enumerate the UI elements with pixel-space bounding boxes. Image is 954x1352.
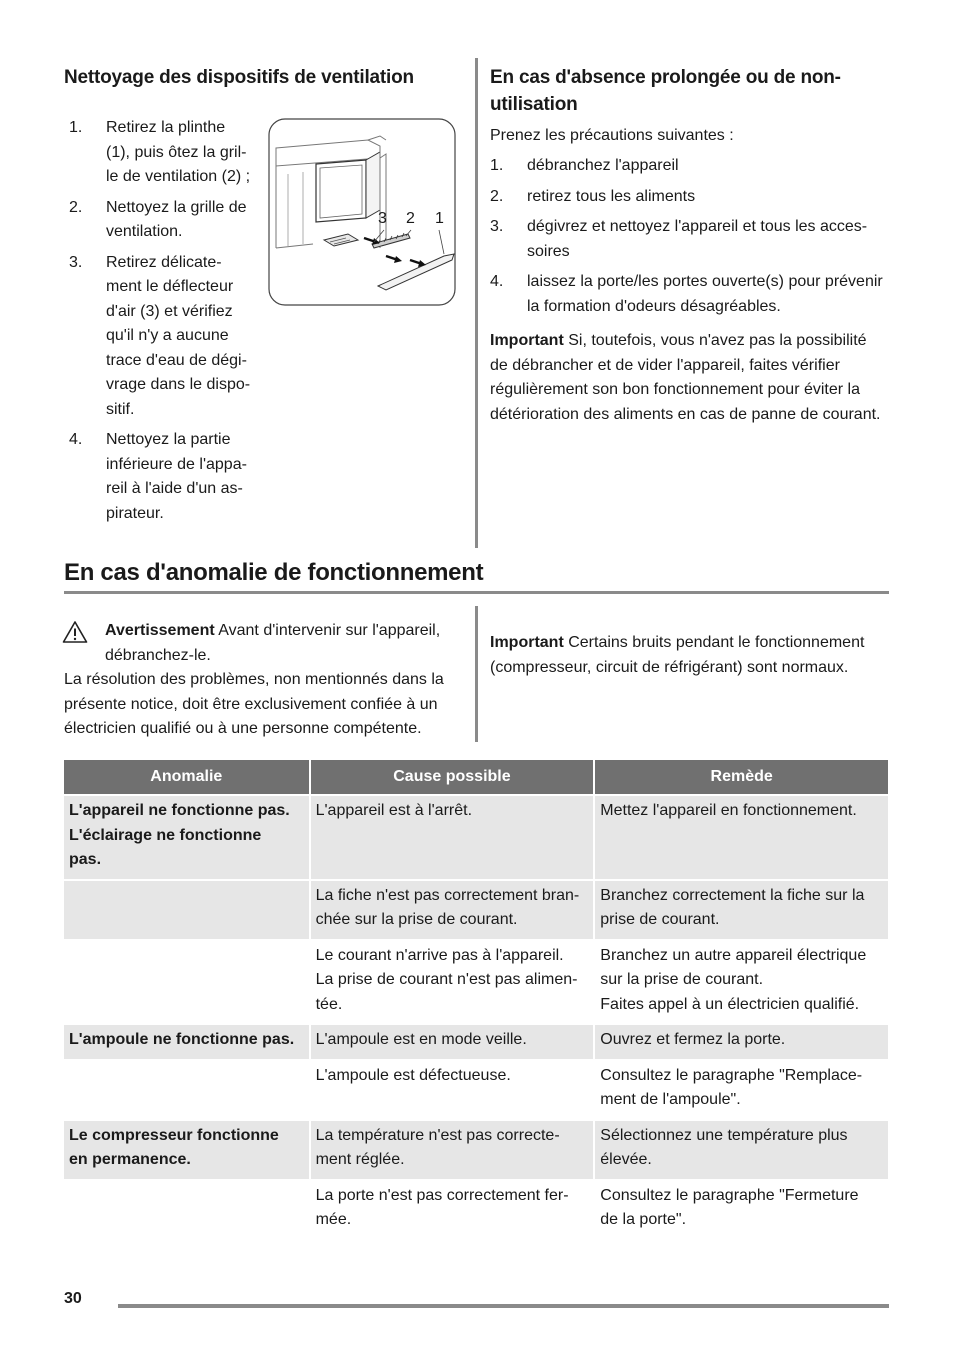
step-item: 1. débranchez l'appareil [490,157,679,174]
anomaly-cell [64,881,309,941]
important-label: Important [490,332,564,349]
table-row [64,881,888,941]
table-row [64,1181,888,1241]
figure-label-2: 2 [406,210,415,227]
anomaly-cell [64,941,309,1026]
cause-cell: La porte n'est pas correctement fer- mée. [311,1181,594,1241]
header-cause: Cause possible [311,760,594,796]
step-item: 4. Nettoyez la partie inférieure de l'appa- reil à l'aide d'un as- pirateur. [69,431,247,522]
anomaly-cell: L'ampoule ne fonctionne pas. [64,1025,309,1061]
step-item: 4. laissez la porte/les portes ouverte(s) pour prévenir la formation d'odeurs désagréables. [490,273,883,315]
remedy-cell: Consultez le paragraphe "Fermeture de la porte". [595,1181,888,1241]
table-row [64,1121,888,1181]
column-divider [475,58,478,548]
step-item: 3. Retirez délicate- ment le déflecteur d'air (3) et vérifiez qu'il n'y a aucune trace d'eau de dégi- vrage dans le dispo- sitif. [69,253,251,418]
prolonged-absence-title: En cas d'absence prolongée ou de non- utilisation [490,67,841,115]
ventilation-steps [64,116,264,532]
cause-cell: L'ampoule est défectueuse. [311,1061,594,1121]
important-note-noise: Important Certains bruits pendant le fonctionnement (compresseur, circuit de réfrigérant) sont normaux. [490,634,865,676]
remedy-cell: Branchez correctement la fiche sur la prise de courant. [595,881,888,941]
anomaly-cell [64,1061,309,1121]
precaution-steps [490,154,900,325]
appliance-drawing [268,118,458,308]
step-item: 2. Nettoyez la grille de ventilation. [69,198,247,240]
figure-label-3: 3 [378,210,387,227]
table-row [64,1061,888,1121]
remedy-cell: Ouvrez et fermez la porte. [595,1025,888,1061]
important-note-absence: Important Si, toutefois, vous n'avez pas la possibilité de débrancher et de vider l'appareil, faites vérifier régulièrement son bon fonctionnement pour éviter la détérioration des aliments en cas de panne de courant. [490,332,881,423]
table-row [64,796,888,881]
troubleshooting-table [62,760,890,1241]
remedy-cell: Mettez l'appareil en fonctionnement. [595,796,888,881]
remedy-cell: Sélectionnez une température plus élevée. [595,1121,888,1181]
step-item: 2. retirez tous les aliments [490,187,696,205]
heading-rule [64,591,889,594]
table-row [64,941,888,1026]
table-header-row [64,760,888,796]
cause-cell: L'ampoule est en mode veille. [311,1025,594,1061]
anomaly-cell [64,1181,309,1241]
footer-rule [118,1304,889,1308]
warning-text: Avertissement Avant d'intervenir sur l'appareil, débranchez-le. [105,622,441,664]
table-row [64,1025,888,1061]
cause-cell: Le courant n'arrive pas à l'appareil. La prise de courant n'est pas alimen- tée. [311,941,594,1026]
header-remede: Remède [595,760,888,796]
remedy-cell: Branchez un autre appareil électrique sur la prise de courant. Faites appel à un électricien qualifié. [595,941,888,1026]
cause-cell: La fiche n'est pas correctement bran- chée sur la prise de courant. [311,881,594,941]
column-divider [475,606,478,742]
step-item: 3. dégivrez et nettoyez l'appareil et tous les acces- soires [490,218,868,260]
precautions-intro: Prenez les précautions suivantes : [490,127,734,144]
figure-label-1: 1 [435,210,444,227]
ventilation-illustration [268,118,458,308]
page-number: 30 [64,1290,82,1307]
warning-body: La résolution des problèmes, non mentionnés dans la présente notice, doit être exclusivement confiée à un électricien qualifié ou à une personne compétente. [64,671,444,737]
cause-cell: La température n'est pas correcte- ment réglée. [311,1121,594,1181]
anomaly-cell: L'appareil ne fonctionne pas. L'éclairage ne fonctionne pas. [64,796,309,881]
anomaly-cell: Le compresseur fonctionne en permanence. [64,1121,309,1181]
warning-label: Avertissement [105,622,215,639]
ventilation-cleaning-title: Nettoyage des dispositifs de ventilation [64,67,414,88]
cause-cell: L'appareil est à l'arrêt. [311,796,594,881]
remedy-cell: Consultez le paragraphe "Remplace- ment de l'ampoule". [595,1061,888,1121]
important-label: Important [490,634,564,651]
troubleshooting-heading: En cas d'anomalie de fonctionnement [64,559,484,586]
header-anomalie: Anomalie [64,760,309,796]
warning-icon [62,620,88,653]
step-item: 1. Retirez la plinthe (1), puis ôtez la gril- le de ventilation (2) ; [69,119,251,185]
